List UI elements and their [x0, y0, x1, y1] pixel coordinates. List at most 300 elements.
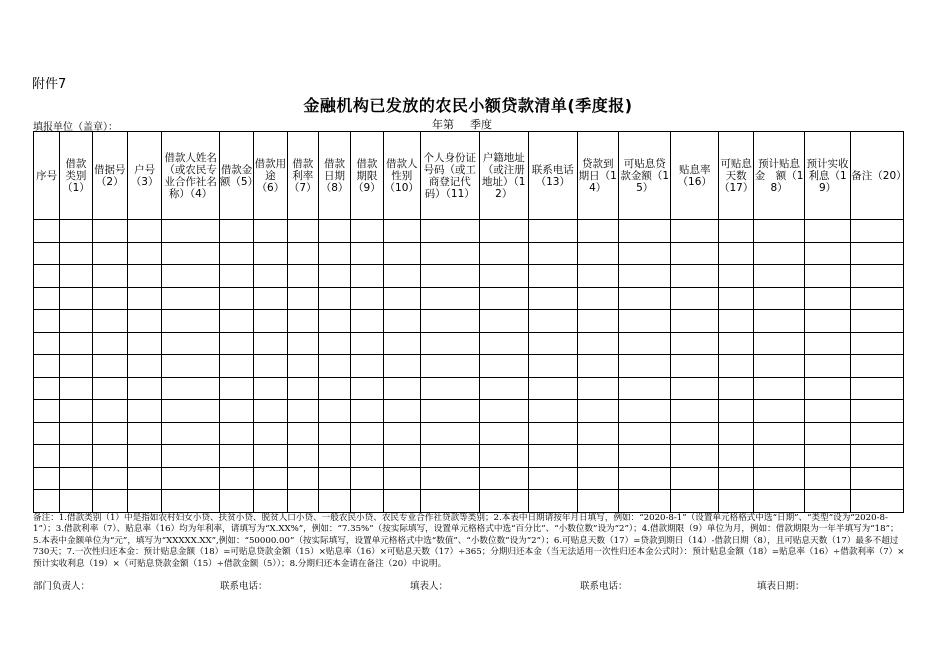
table-cell[interactable] [383, 422, 420, 445]
table-cell[interactable] [671, 332, 718, 355]
table-cell[interactable] [383, 467, 420, 490]
table-cell[interactable] [60, 490, 92, 513]
table-cell[interactable] [718, 332, 753, 355]
table-cell[interactable] [318, 265, 350, 288]
table-cell[interactable] [754, 242, 805, 265]
table-cell[interactable] [127, 332, 161, 355]
col-header: 借款期限（9） [351, 132, 383, 220]
table-cell[interactable] [618, 310, 671, 333]
table-cell[interactable] [577, 287, 618, 310]
dept-head-label: 部门负责人： [33, 581, 91, 592]
table-cell[interactable] [529, 467, 578, 490]
table-cell[interactable] [60, 220, 92, 243]
table-cell[interactable] [219, 400, 253, 423]
table-cell[interactable] [60, 422, 92, 445]
table-cell[interactable] [718, 242, 753, 265]
table-cell[interactable] [618, 467, 671, 490]
table-cell[interactable] [351, 220, 383, 243]
table-cell[interactable] [287, 287, 318, 310]
table-cell[interactable] [254, 220, 287, 243]
table-cell[interactable] [318, 467, 350, 490]
col-header: 借款人性别（10） [383, 132, 420, 220]
table-cell[interactable] [618, 265, 671, 288]
table-cell[interactable] [479, 332, 529, 355]
table-cell[interactable] [754, 220, 805, 243]
table-cell[interactable] [219, 220, 253, 243]
table-cell[interactable] [577, 310, 618, 333]
table-cell[interactable] [383, 220, 420, 243]
table-cell[interactable] [287, 220, 318, 243]
table-cell[interactable] [851, 242, 904, 265]
table-cell[interactable] [92, 467, 127, 490]
table-cell[interactable] [754, 490, 805, 513]
table-cell[interactable] [420, 377, 479, 400]
table-cell[interactable] [851, 467, 904, 490]
table-cell[interactable] [351, 422, 383, 445]
table-row [34, 332, 904, 355]
table-cell[interactable] [718, 400, 753, 423]
table-cell[interactable] [479, 265, 529, 288]
table-cell[interactable] [34, 467, 60, 490]
table-cell[interactable] [383, 265, 420, 288]
table-cell[interactable] [318, 422, 350, 445]
table-cell[interactable] [671, 490, 718, 513]
table-cell[interactable] [162, 490, 220, 513]
table-cell[interactable] [671, 265, 718, 288]
table-cell[interactable] [219, 287, 253, 310]
table-cell[interactable] [318, 400, 350, 423]
table-cell[interactable] [804, 310, 850, 333]
table-cell[interactable] [351, 332, 383, 355]
col-header: 户号（3） [127, 132, 161, 220]
table-cell[interactable] [318, 310, 350, 333]
table-cell[interactable] [804, 355, 850, 378]
table-cell[interactable] [34, 422, 60, 445]
table-cell[interactable] [127, 355, 161, 378]
table-cell[interactable] [420, 332, 479, 355]
table-cell[interactable] [804, 445, 850, 468]
table-cell[interactable] [60, 400, 92, 423]
table-cell[interactable] [60, 310, 92, 333]
table-cell[interactable] [383, 287, 420, 310]
table-cell[interactable] [383, 242, 420, 265]
table-cell[interactable] [577, 445, 618, 468]
table-cell[interactable] [287, 310, 318, 333]
table-cell[interactable] [618, 220, 671, 243]
table-cell[interactable] [804, 490, 850, 513]
table-cell[interactable] [479, 242, 529, 265]
table-cell[interactable] [383, 310, 420, 333]
table-cell[interactable] [219, 242, 253, 265]
table-cell[interactable] [671, 355, 718, 378]
table-cell[interactable] [127, 265, 161, 288]
table-cell[interactable] [529, 377, 578, 400]
table-cell[interactable] [219, 355, 253, 378]
table-cell[interactable] [618, 377, 671, 400]
table-cell[interactable] [420, 220, 479, 243]
table-cell[interactable] [254, 242, 287, 265]
table-cell[interactable] [529, 355, 578, 378]
table-cell[interactable] [577, 400, 618, 423]
table-cell[interactable] [420, 400, 479, 423]
table-cell[interactable] [529, 332, 578, 355]
table-cell[interactable] [127, 445, 161, 468]
table-cell[interactable] [34, 242, 60, 265]
table-cell[interactable] [60, 287, 92, 310]
table-cell[interactable] [577, 242, 618, 265]
table-cell[interactable] [577, 377, 618, 400]
table-cell[interactable] [618, 355, 671, 378]
table-cell[interactable] [318, 355, 350, 378]
table-cell[interactable] [804, 242, 850, 265]
table-cell[interactable] [420, 467, 479, 490]
table-cell[interactable] [287, 355, 318, 378]
table-cell[interactable] [851, 355, 904, 378]
table-cell[interactable] [254, 287, 287, 310]
table-cell[interactable] [318, 445, 350, 468]
table-cell[interactable] [318, 377, 350, 400]
table-cell[interactable] [219, 332, 253, 355]
table-cell[interactable] [92, 490, 127, 513]
table-cell[interactable] [60, 355, 92, 378]
table-cell[interactable] [92, 400, 127, 423]
table-cell[interactable] [479, 400, 529, 423]
table-cell[interactable] [351, 490, 383, 513]
table-cell[interactable] [34, 400, 60, 423]
table-cell[interactable] [718, 287, 753, 310]
table-row [34, 400, 904, 423]
col-header: 备注（20） [851, 132, 904, 220]
table-row [34, 265, 904, 288]
table-cell[interactable] [529, 287, 578, 310]
table-cell[interactable] [529, 490, 578, 513]
table-cell[interactable] [60, 265, 92, 288]
table-cell[interactable] [851, 377, 904, 400]
table-cell[interactable] [851, 490, 904, 513]
period-year-label: 年第 [432, 118, 454, 131]
table-cell[interactable] [162, 220, 220, 243]
table-cell[interactable] [671, 220, 718, 243]
table-cell[interactable] [851, 265, 904, 288]
table-cell[interactable] [577, 332, 618, 355]
table-cell[interactable] [127, 287, 161, 310]
table-cell[interactable] [618, 490, 671, 513]
table-cell[interactable] [127, 422, 161, 445]
table-cell[interactable] [254, 355, 287, 378]
table-cell[interactable] [318, 242, 350, 265]
phone-label: 联系电话： [580, 581, 628, 592]
table-cell[interactable] [92, 310, 127, 333]
table-cell[interactable] [851, 400, 904, 423]
table-cell[interactable] [420, 265, 479, 288]
table-cell[interactable] [318, 490, 350, 513]
table-cell[interactable] [804, 377, 850, 400]
table-cell[interactable] [351, 400, 383, 423]
table-cell[interactable] [529, 242, 578, 265]
table-cell[interactable] [287, 265, 318, 288]
table-cell[interactable] [351, 310, 383, 333]
table-cell[interactable] [219, 467, 253, 490]
table-cell[interactable] [127, 467, 161, 490]
period-quarter-label: 季度 [470, 118, 492, 131]
table-cell[interactable] [804, 220, 850, 243]
table-cell[interactable] [529, 445, 578, 468]
table-cell[interactable] [479, 445, 529, 468]
table-cell[interactable] [351, 377, 383, 400]
table-cell[interactable] [718, 467, 753, 490]
table-cell[interactable] [618, 242, 671, 265]
table-cell[interactable] [420, 355, 479, 378]
table-cell[interactable] [127, 377, 161, 400]
table-cell[interactable] [383, 332, 420, 355]
table-cell[interactable] [383, 377, 420, 400]
table-cell[interactable] [92, 422, 127, 445]
table-cell[interactable] [529, 310, 578, 333]
table-cell[interactable] [127, 220, 161, 243]
table-cell[interactable] [34, 332, 60, 355]
table-cell[interactable] [618, 287, 671, 310]
table-cell[interactable] [754, 332, 805, 355]
table-cell[interactable] [479, 467, 529, 490]
table-cell[interactable] [718, 445, 753, 468]
table-cell[interactable] [420, 422, 479, 445]
fill-unit-label: 填报单位（盖章）： [33, 122, 118, 133]
table-cell[interactable] [162, 355, 220, 378]
phone-label: 联系电话： [220, 581, 268, 592]
table-cell[interactable] [671, 242, 718, 265]
table-cell[interactable] [287, 467, 318, 490]
table-cell[interactable] [754, 310, 805, 333]
table-cell[interactable] [671, 422, 718, 445]
table-cell[interactable] [529, 220, 578, 243]
table-cell[interactable] [162, 265, 220, 288]
table-row [34, 287, 904, 310]
table-cell[interactable] [804, 265, 850, 288]
table-cell[interactable] [671, 377, 718, 400]
table-cell[interactable] [671, 287, 718, 310]
table-cell[interactable] [351, 355, 383, 378]
table-cell[interactable] [754, 355, 805, 378]
table-cell[interactable] [718, 355, 753, 378]
table-cell[interactable] [219, 422, 253, 445]
table-cell[interactable] [287, 445, 318, 468]
table-cell[interactable] [804, 332, 850, 355]
table-cell[interactable] [804, 422, 850, 445]
table-cell[interactable] [287, 422, 318, 445]
table-cell[interactable] [219, 490, 253, 513]
table-cell[interactable] [92, 332, 127, 355]
table-cell[interactable] [351, 242, 383, 265]
table-cell[interactable] [254, 445, 287, 468]
table-cell[interactable] [162, 445, 220, 468]
table-cell[interactable] [318, 332, 350, 355]
table-cell[interactable] [162, 332, 220, 355]
table-cell[interactable] [92, 265, 127, 288]
table-cell[interactable] [754, 445, 805, 468]
table-cell[interactable] [754, 287, 805, 310]
table-cell[interactable] [92, 355, 127, 378]
table-cell[interactable] [577, 220, 618, 243]
table-cell[interactable] [671, 467, 718, 490]
table-cell[interactable] [479, 287, 529, 310]
table-cell[interactable] [529, 400, 578, 423]
table-cell[interactable] [851, 220, 904, 243]
table-cell[interactable] [479, 377, 529, 400]
table-cell[interactable] [162, 400, 220, 423]
col-header: 借款人姓名（或农民专业合作社名称）（4） [162, 132, 220, 220]
table-cell[interactable] [529, 422, 578, 445]
table-cell[interactable] [351, 287, 383, 310]
table-cell[interactable] [420, 287, 479, 310]
table-cell[interactable] [577, 422, 618, 445]
table-cell[interactable] [318, 287, 350, 310]
table-cell[interactable] [162, 422, 220, 445]
table-cell[interactable] [479, 220, 529, 243]
table-row [34, 220, 904, 243]
table-cell[interactable] [254, 400, 287, 423]
table-cell[interactable] [60, 445, 92, 468]
table-cell[interactable] [127, 242, 161, 265]
table-cell[interactable] [479, 422, 529, 445]
table-cell[interactable] [219, 310, 253, 333]
col-header: 借款用途（6） [254, 132, 287, 220]
table-cell[interactable] [351, 265, 383, 288]
table-cell[interactable] [577, 467, 618, 490]
table-cell[interactable] [851, 310, 904, 333]
filler-label: 填表人： [410, 581, 449, 592]
table-cell[interactable] [92, 377, 127, 400]
table-cell[interactable] [254, 265, 287, 288]
table-cell[interactable] [754, 467, 805, 490]
table-cell[interactable] [718, 310, 753, 333]
table-cell[interactable] [92, 242, 127, 265]
table-cell[interactable] [34, 287, 60, 310]
table-cell[interactable] [162, 242, 220, 265]
table-cell[interactable] [383, 445, 420, 468]
table-cell[interactable] [420, 310, 479, 333]
loan-list-table [33, 131, 907, 513]
table-cell[interactable] [577, 265, 618, 288]
table-cell[interactable] [351, 467, 383, 490]
table-cell[interactable] [851, 422, 904, 445]
col-header: 贷款到期日（14） [577, 132, 618, 220]
table-cell[interactable] [754, 377, 805, 400]
table-cell[interactable] [479, 490, 529, 513]
table-cell[interactable] [383, 355, 420, 378]
table-cell[interactable] [92, 220, 127, 243]
table-cell[interactable] [34, 220, 60, 243]
table-cell[interactable] [718, 422, 753, 445]
table-cell[interactable] [287, 490, 318, 513]
table-cell[interactable] [219, 265, 253, 288]
table-cell[interactable] [671, 310, 718, 333]
table-cell[interactable] [577, 490, 618, 513]
table-cell[interactable] [718, 377, 753, 400]
table-cell[interactable] [287, 242, 318, 265]
table-cell[interactable] [254, 422, 287, 445]
table-cell[interactable] [34, 445, 60, 468]
table-cell[interactable] [34, 355, 60, 378]
table-row [34, 355, 904, 378]
table-cell[interactable] [718, 265, 753, 288]
table-cell[interactable] [754, 422, 805, 445]
table-cell[interactable] [60, 332, 92, 355]
table-cell[interactable] [60, 242, 92, 265]
table-cell[interactable] [804, 287, 850, 310]
table-cell[interactable] [92, 287, 127, 310]
table-cell[interactable] [420, 490, 479, 513]
table-cell[interactable] [718, 220, 753, 243]
table-cell[interactable] [287, 377, 318, 400]
table-cell[interactable] [851, 332, 904, 355]
table-cell[interactable] [754, 265, 805, 288]
table-cell[interactable] [671, 445, 718, 468]
table-cell[interactable] [618, 400, 671, 423]
col-header: 借款金额（5） [219, 132, 253, 220]
table-cell[interactable] [34, 310, 60, 333]
table-cell[interactable] [851, 287, 904, 310]
table-cell[interactable] [529, 265, 578, 288]
col-header: 预计贴息金 额（18） [754, 132, 805, 220]
table-cell[interactable] [420, 242, 479, 265]
table-cell[interactable] [754, 400, 805, 423]
table-cell[interactable] [618, 332, 671, 355]
table-cell[interactable] [254, 467, 287, 490]
table-cell[interactable] [162, 287, 220, 310]
table-cell[interactable] [162, 467, 220, 490]
table-cell[interactable] [92, 445, 127, 468]
table-cell[interactable] [127, 310, 161, 333]
table-cell[interactable] [127, 490, 161, 513]
table-cell[interactable] [618, 445, 671, 468]
table-cell[interactable] [34, 377, 60, 400]
table-cell[interactable] [804, 467, 850, 490]
table-cell[interactable] [804, 400, 850, 423]
table-cell[interactable] [60, 467, 92, 490]
table-row [34, 422, 904, 445]
table-cell[interactable] [34, 265, 60, 288]
table-cell[interactable] [718, 490, 753, 513]
table-cell[interactable] [479, 355, 529, 378]
table-cell[interactable] [254, 332, 287, 355]
table-cell[interactable] [671, 400, 718, 423]
table-cell[interactable] [479, 310, 529, 333]
table-cell[interactable] [254, 310, 287, 333]
table-cell[interactable] [60, 377, 92, 400]
table-cell[interactable] [618, 422, 671, 445]
table-cell[interactable] [420, 445, 479, 468]
table-cell[interactable] [254, 490, 287, 513]
col-header: 预计实收利息（19） [804, 132, 850, 220]
table-cell[interactable] [287, 400, 318, 423]
table-cell[interactable] [219, 377, 253, 400]
table-cell[interactable] [162, 377, 220, 400]
table-cell[interactable] [383, 400, 420, 423]
fill-date-label: 填表日期： [757, 581, 805, 592]
table-cell[interactable] [219, 445, 253, 468]
table-cell[interactable] [34, 490, 60, 513]
table-cell[interactable] [318, 220, 350, 243]
col-header: 贴息率（16） [671, 132, 718, 220]
table-cell[interactable] [351, 445, 383, 468]
table-cell[interactable] [577, 355, 618, 378]
table-cell[interactable] [254, 377, 287, 400]
table-cell[interactable] [383, 490, 420, 513]
table-cell[interactable] [851, 445, 904, 468]
table-cell[interactable] [127, 400, 161, 423]
table-cell[interactable] [162, 310, 220, 333]
table-cell[interactable] [287, 332, 318, 355]
